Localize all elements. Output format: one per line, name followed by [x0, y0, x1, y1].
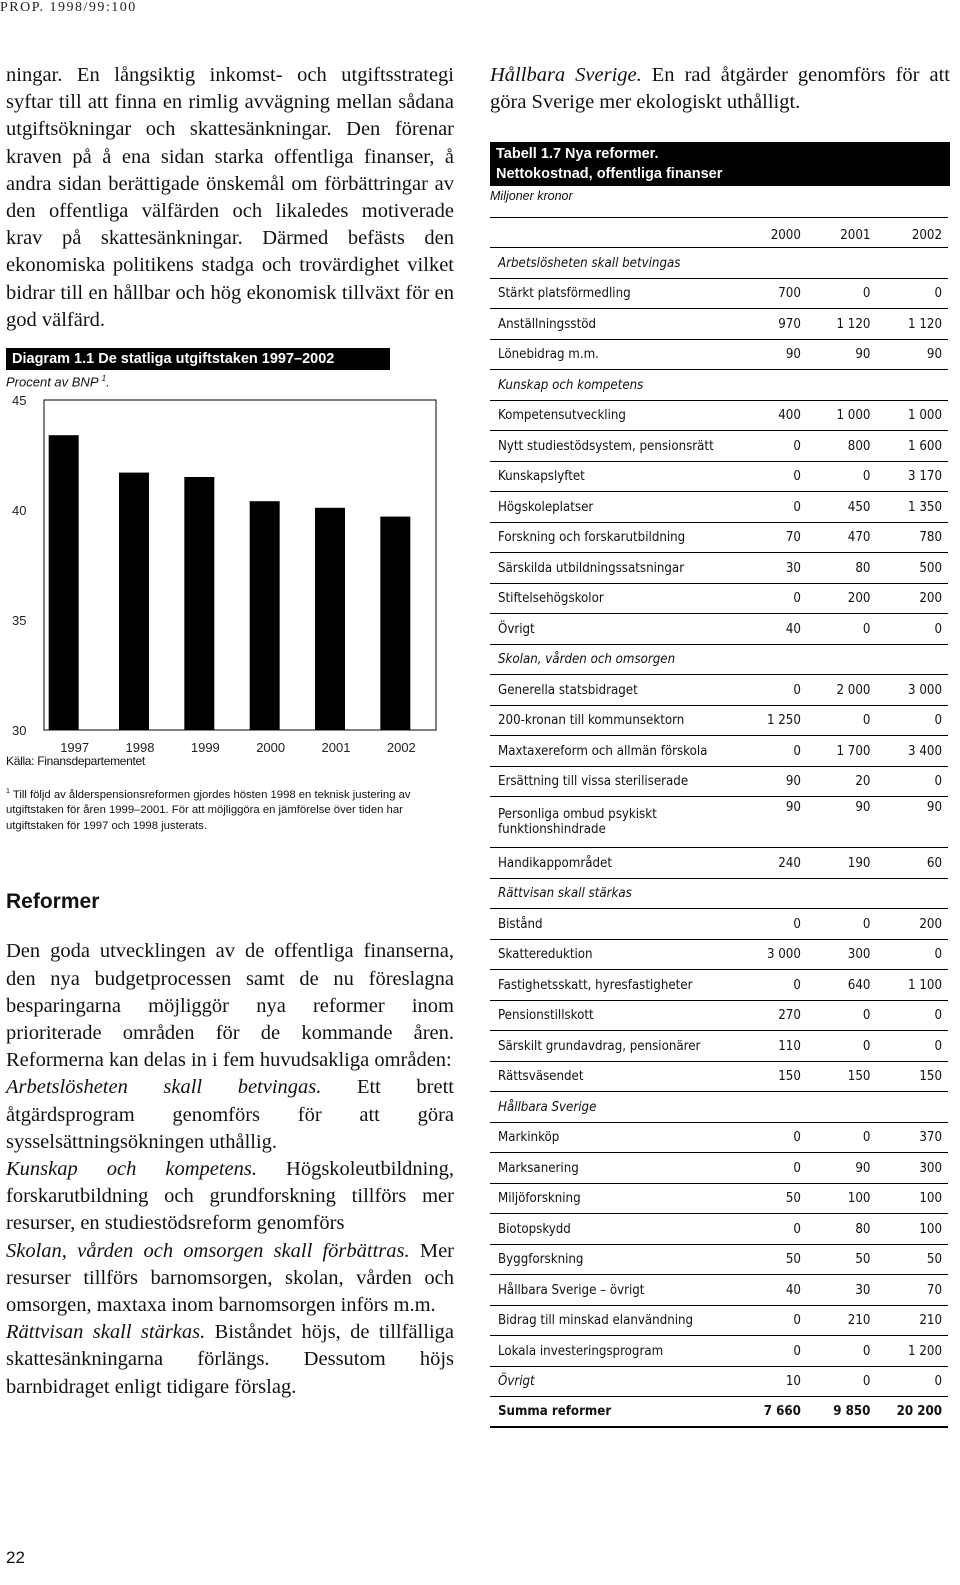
reform-item-title: Kunskap och kompetens. — [6, 1157, 258, 1180]
cell-value: 80 — [855, 560, 871, 576]
cell-value: 0 — [793, 591, 801, 607]
table-row — [490, 1336, 948, 1367]
row-label: Högskoleplatser — [498, 499, 594, 515]
table-category-row — [490, 370, 948, 401]
row-label: Handikappområdet — [498, 855, 612, 871]
table-row — [490, 1183, 948, 1214]
cell-value: 0 — [862, 1343, 871, 1359]
row-label: Markinköp — [498, 1130, 560, 1146]
cell-value: 200 — [919, 591, 942, 607]
table-row — [490, 1061, 948, 1092]
cell-value: 50 — [785, 1191, 801, 1207]
cell-value: 40 — [785, 1282, 801, 1298]
cell-value: 150 — [919, 1069, 942, 1085]
x-tick-label: 2001 — [321, 740, 351, 756]
diagram-subtitle-end: . — [106, 374, 110, 390]
cell-value: 0 — [934, 947, 942, 963]
cell-value: 0 — [934, 1038, 942, 1054]
table-row — [490, 461, 948, 492]
table-row — [490, 705, 948, 736]
x-tick-label: 1997 — [60, 740, 90, 756]
bar-chart — [6, 396, 446, 756]
reform-table — [490, 217, 948, 1428]
cell-value: 20 — [855, 774, 871, 790]
row-label: Miljöforskning — [498, 1191, 581, 1207]
category-label: Skolan, vården och omsorgen — [490, 644, 948, 675]
reform-item-title: Skolan, vården och omsorgen skall förbättras. — [6, 1239, 410, 1262]
cell-value: 0 — [934, 1374, 942, 1390]
section-title-reformer: Reformer — [6, 890, 100, 914]
cell-value: 150 — [778, 1069, 801, 1085]
table-row — [490, 400, 948, 431]
cell-value: 70 — [785, 530, 801, 546]
row-label: Pensionstillskott — [498, 1008, 594, 1024]
table-row — [490, 492, 948, 523]
y-tick-label: 40 — [12, 503, 27, 519]
table-unit: Miljoner kronor — [490, 189, 573, 204]
table-category-row — [490, 644, 948, 675]
cell-value: 0 — [793, 743, 801, 759]
row-label: Anställningsstöd — [498, 316, 597, 332]
cell-value: 80 — [855, 1221, 871, 1237]
row-label: Övrigt — [498, 1374, 535, 1390]
y-tick-label: 35 — [12, 613, 27, 629]
reform-item-5 — [490, 62, 950, 116]
cell-value: 7 660 — [727, 1397, 807, 1428]
bar — [184, 477, 214, 730]
cell-value: 1 250 — [766, 713, 801, 729]
table-row — [490, 614, 948, 645]
cell-value: 0 — [862, 1130, 871, 1146]
row-label: Summa reformer — [490, 1397, 727, 1428]
table-row — [490, 1122, 948, 1153]
cell-value: 1 350 — [908, 499, 942, 515]
cell-value: 0 — [793, 1160, 801, 1176]
row-label: Särskilda utbildningssatsningar — [498, 560, 685, 576]
cell-value: 60 — [926, 855, 942, 871]
table-title-line2: Nettokostnad, offentliga finanser — [496, 166, 723, 183]
column-header: 2000 — [770, 228, 801, 244]
cell-value: 1 000 — [908, 408, 942, 424]
cell-value: 0 — [862, 621, 871, 637]
table-row — [490, 1305, 948, 1336]
table-row — [490, 553, 948, 584]
row-label: Fastighetsskatt, hyresfastigheter — [498, 977, 693, 993]
table-row — [490, 1244, 948, 1275]
row-label: Skattereduktion — [498, 947, 593, 963]
cell-value: 0 — [793, 682, 801, 698]
cell-value: 1 700 — [836, 743, 871, 759]
cell-value: 3 000 — [908, 682, 942, 698]
cell-value: 0 — [862, 286, 871, 302]
table-row — [490, 1031, 948, 1062]
bar — [380, 517, 410, 730]
cell-value: 780 — [919, 530, 942, 546]
table-row — [490, 736, 948, 767]
cell-value: 1 120 — [836, 316, 871, 332]
row-label: Hållbara Sverige – övrigt — [498, 1282, 645, 1298]
reformer-intro: Den goda utvecklingen av de offentliga finanserna, den nya budgetprocessen samt de nu föreslagna besparingarna möjliggör nya reformer inom prioriterade områden för de kommande åren. Reformerna kan delas in i fem huvudsakliga områden: — [6, 940, 454, 1072]
table-row — [490, 766, 948, 797]
table-row — [490, 309, 948, 340]
cell-value: 40 — [785, 621, 801, 637]
cell-value: 0 — [793, 499, 801, 515]
row-label: Forskning och forskarutbildning — [498, 530, 686, 546]
table-row — [490, 431, 948, 462]
footnote-ref: 1 — [101, 374, 107, 384]
table-row — [490, 909, 948, 940]
cell-value: 450 — [847, 499, 871, 515]
cell-value: 1 000 — [836, 408, 871, 424]
cell-value: 300 — [847, 947, 871, 963]
bar — [49, 435, 79, 730]
category-label: Kunskap och kompetens — [490, 370, 948, 401]
row-label: Bidrag till minskad elanvändning — [498, 1313, 694, 1329]
row-label: Rättsväsendet — [498, 1069, 584, 1085]
cell-value: 0 — [934, 1008, 942, 1024]
reform-item-1 — [6, 1074, 454, 1156]
cell-value: 10 — [785, 1374, 801, 1390]
cell-value: 0 — [862, 1038, 871, 1054]
cell-value: 50 — [855, 1252, 871, 1268]
cell-value: 700 — [778, 286, 801, 302]
cell-value: 240 — [778, 855, 801, 871]
cell-value: 0 — [793, 1221, 801, 1237]
cell-value: 0 — [793, 1313, 801, 1329]
column-header: 2001 — [840, 228, 871, 244]
cell-value: 110 — [778, 1038, 801, 1054]
cell-value: 0 — [934, 713, 942, 729]
reform-item-text: Mer resurser tillförs barnomsorgen, skolan, vården och omsorgen, maxtaxa inom barnomsorgen införs m.m. — [6, 1239, 454, 1316]
cell-value: 1 200 — [908, 1343, 942, 1359]
row-label: Lokala investeringsprogram — [498, 1343, 664, 1359]
cell-value: 90 — [785, 800, 801, 816]
table-row — [490, 583, 948, 614]
cell-value: 2 000 — [836, 682, 871, 698]
cell-value: 1 120 — [908, 316, 942, 332]
table-total-row — [490, 1397, 948, 1428]
table-row — [490, 675, 948, 706]
cell-value: 30 — [855, 1282, 871, 1298]
running-header: PROP. 1998/99:100 — [0, 0, 137, 15]
cell-value: 9 850 — [807, 1397, 877, 1428]
cell-value: 0 — [793, 1343, 801, 1359]
footnote-mark: 1 — [6, 788, 10, 796]
row-label: Bistånd — [498, 916, 543, 932]
cell-value: 0 — [862, 916, 871, 932]
row-label: Maxtaxereform och allmän förskola — [498, 743, 708, 759]
cell-value: 0 — [793, 469, 801, 485]
table-title-line1: Tabell 1.7 Nya reformer. — [496, 146, 659, 163]
reform-item-3 — [6, 1238, 454, 1320]
x-tick-label: 2000 — [256, 740, 286, 756]
row-label: Biotopskydd — [498, 1221, 571, 1237]
cell-value: 90 — [785, 774, 801, 790]
cell-value: 100 — [847, 1191, 871, 1207]
cell-value: 0 — [862, 1374, 871, 1390]
y-tick-label: 30 — [12, 723, 27, 739]
table-row — [490, 797, 948, 848]
row-label: Personliga ombud psykiskt funktionshindrade — [498, 807, 657, 838]
y-tick-label: 45 — [12, 396, 27, 409]
reformer-paragraph — [6, 938, 454, 1400]
table-category-row — [490, 878, 948, 909]
reform-item-text: Biståndet höjs, de tillfälliga skattesänkningarna förlängs. Dessutom höjs barnbidraget enligt tidigare förslag. — [6, 1321, 454, 1398]
row-label: Lönebidrag m.m. — [498, 347, 599, 363]
table-row — [490, 1366, 948, 1397]
bar-chart-svg — [6, 396, 446, 756]
row-label: Särskilt grundavdrag, pensionärer — [498, 1038, 701, 1054]
table-category-row — [490, 1092, 948, 1123]
reform-item-title: Hållbara Sverige. — [490, 64, 642, 86]
cell-value: 200 — [847, 591, 871, 607]
cell-value: 0 — [793, 977, 801, 993]
table-title — [490, 142, 950, 186]
cell-value: 0 — [793, 916, 801, 932]
cell-value: 190 — [847, 855, 871, 871]
diagram-source: Källa: Finansdepartementet — [6, 754, 145, 769]
table-row — [490, 848, 948, 879]
table-row — [490, 278, 948, 309]
cell-value: 300 — [919, 1160, 942, 1176]
cell-value: 470 — [847, 530, 871, 546]
cell-value: 30 — [785, 560, 801, 576]
cell-value: 0 — [793, 1130, 801, 1146]
cell-value: 1 600 — [908, 438, 942, 454]
intro-paragraph: ningar. En långsiktig inkomst- och utgiftsstrategi syftar till att finna en rimlig avvägning mellan sådana utgiftsökningar och skattesänkningar. Den förenar kraven på å ena sidan starka offentliga finanser, å andra sidan berättigade önskemål om förbättringar av den offentliga välfärden och likaledes motiverade krav på skattesänkningar. Därmed befästs den ekonomiska politikens stadga och trovärdighet vilket bidrar till en hållbar och hög ekonomisk tillväxt för en god välfärd. — [6, 64, 454, 331]
right-column — [490, 62, 950, 1428]
bar — [119, 473, 149, 730]
reform-item-4 — [6, 1319, 454, 1401]
reform-item-title: Arbetslösheten skall betvingas. — [6, 1076, 322, 1099]
reform-item-text: En rad åtgärder genomförs för att göra Sverige mer ekologiskt uthålligt. — [490, 64, 950, 114]
row-label: Övrigt — [498, 621, 535, 637]
x-tick-label: 1998 — [125, 740, 155, 756]
table-row — [490, 970, 948, 1001]
left-column — [6, 62, 454, 1401]
cell-value: 200 — [919, 916, 942, 932]
cell-value: 0 — [862, 469, 871, 485]
cell-value: 90 — [926, 800, 942, 816]
diagram-subtitle-text: Procent av BNP — [6, 374, 99, 390]
cell-value: 210 — [847, 1313, 871, 1329]
cell-value: 100 — [919, 1221, 942, 1237]
row-label: 200-kronan till kommunsektorn — [498, 713, 685, 729]
row-label: Ersättning till vissa steriliserade — [498, 774, 689, 790]
row-label: Kunskapslyftet — [498, 469, 585, 485]
table-body — [490, 248, 948, 1428]
cell-value: 0 — [862, 1008, 871, 1024]
reform-item-text: Högskoleutbildning, forskarutbildning och grundforskning tillförs mer resurser, en studiestödsreform genomförs — [6, 1157, 455, 1235]
column-header: 2002 — [911, 228, 942, 244]
cell-value: 0 — [934, 621, 942, 637]
table-row — [490, 1000, 948, 1031]
row-label: Generella statsbidraget — [498, 682, 638, 698]
reform-item-text: Ett brett åtgärdsprogram genomförs för att göra sysselsättningsökningen uthållig. — [6, 1076, 455, 1153]
cell-value: 640 — [847, 977, 871, 993]
diagram-heading: Diagram 1.1 De statliga utgiftstaken 1997–2002 — [6, 348, 390, 370]
row-label: Stärkt platsförmedling — [498, 286, 631, 302]
row-label: Stiftelsehögskolor — [498, 591, 604, 607]
table-category-row — [490, 248, 948, 279]
cell-value: 70 — [926, 1282, 942, 1298]
cell-value: 50 — [926, 1252, 942, 1268]
bar — [315, 508, 345, 730]
cell-value: 970 — [778, 316, 801, 332]
row-label: Byggforskning — [498, 1252, 584, 1268]
page-number: 22 — [6, 1548, 25, 1567]
cell-value: 150 — [847, 1069, 871, 1085]
cell-value: 90 — [855, 347, 871, 363]
bar — [250, 501, 280, 730]
cell-value: 90 — [855, 1160, 871, 1176]
cell-value: 400 — [778, 408, 801, 424]
cell-value: 20 200 — [876, 1397, 948, 1428]
cell-value: 370 — [919, 1130, 942, 1146]
diagram-subtitle — [6, 374, 454, 396]
diagram-footnote — [6, 784, 454, 834]
footnote-text: Till följd av ålderspensionsreformen gjordes hösten 1998 en teknisk justering av utgiftstaken för åren 1999–2001. För att möjliggöra en jämförelse över tiden har utgiftstaken för 1997 och 1998 justerats. — [6, 788, 411, 832]
cell-value: 90 — [855, 800, 871, 816]
cell-value: 50 — [785, 1252, 801, 1268]
table-row — [490, 339, 948, 370]
table-header-row — [490, 218, 948, 248]
table-row — [490, 1153, 948, 1184]
cell-value: 0 — [862, 713, 871, 729]
cell-value: 0 — [934, 774, 942, 790]
cell-value: 90 — [785, 347, 801, 363]
cell-value: 0 — [934, 286, 942, 302]
table-row — [490, 1214, 948, 1245]
x-tick-label: 2002 — [386, 740, 416, 756]
x-tick-label: 1999 — [190, 740, 220, 756]
cell-value: 1 100 — [908, 977, 942, 993]
cell-value: 100 — [919, 1191, 942, 1207]
row-label: Nytt studiestödsystem, pensionsrätt — [498, 438, 714, 454]
category-label: Rättvisan skall stärkas — [490, 878, 948, 909]
cell-value: 3 170 — [908, 469, 942, 485]
cell-value: 90 — [926, 347, 942, 363]
table-row — [490, 522, 948, 553]
category-label: Hållbara Sverige — [490, 1092, 948, 1123]
cell-value: 3 000 — [766, 947, 801, 963]
plot-frame — [44, 400, 436, 730]
cell-value: 800 — [847, 438, 871, 454]
table-row — [490, 1275, 948, 1306]
table-row — [490, 939, 948, 970]
reform-item-title: Rättvisan skall stärkas. — [6, 1321, 206, 1344]
reform-item-2 — [6, 1156, 454, 1238]
row-label: Marksanering — [498, 1160, 579, 1176]
table-header-blank — [490, 218, 727, 248]
cell-value: 3 400 — [908, 743, 942, 759]
cell-value: 210 — [919, 1313, 942, 1329]
cell-value: 500 — [919, 560, 942, 576]
cell-value: 0 — [793, 438, 801, 454]
cell-value: 270 — [778, 1008, 801, 1024]
category-label: Arbetslösheten skall betvingas — [490, 248, 948, 279]
row-label: Kompetensutveckling — [498, 408, 626, 424]
